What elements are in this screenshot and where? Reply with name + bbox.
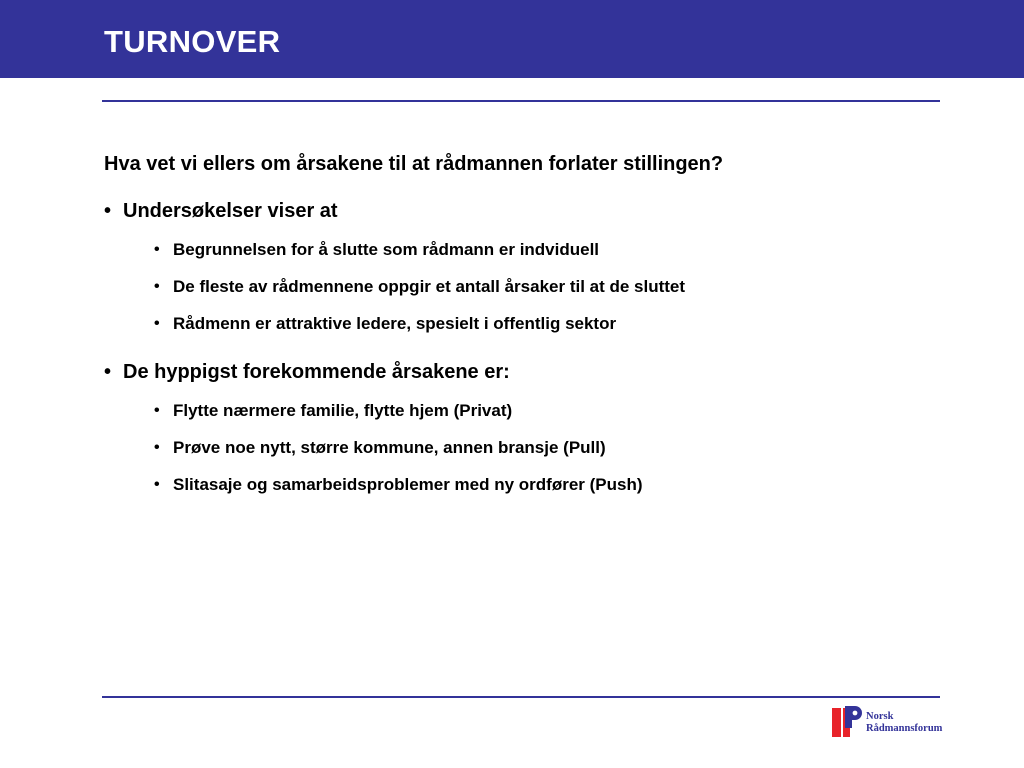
norsk-radmannsforum-logo-icon	[832, 706, 862, 738]
header-band	[0, 0, 1024, 78]
bullet-text: Flytte nærmere familie, flytte hjem (Privat)	[173, 401, 513, 420]
bottom-divider	[102, 696, 940, 698]
bullet-text: De fleste av rådmennene oppgir et antall årsaker til at de sluttet	[173, 277, 686, 296]
norsk-radmannsforum-logo	[832, 706, 944, 740]
bullet-text: De hyppigst forekommende årsakene er:	[123, 361, 510, 383]
bullet-level2	[104, 473, 944, 497]
slide-title: TURNOVER	[104, 24, 281, 59]
bullet-icon: •	[154, 278, 160, 295]
bullet-level2	[104, 275, 944, 299]
bullet-icon: •	[154, 402, 160, 419]
bullet-level2	[104, 436, 944, 460]
logo-line-2: Rådmannsforum	[866, 723, 943, 734]
bullet-level1	[104, 197, 944, 225]
logo-line-1: Norsk	[866, 711, 894, 722]
bullet-icon: •	[104, 200, 112, 222]
bullet-text: Prøve noe nytt, større kommune, annen bransje (Pull)	[173, 438, 606, 457]
top-divider	[102, 100, 940, 102]
bullet-text: Slitasaje og samarbeidsproblemer med ny ordfører (Push)	[173, 475, 643, 494]
bullet-text: Begrunnelsen for å slutte som rådmann er indviduell	[173, 240, 600, 259]
bullet-level2	[104, 399, 944, 423]
bullet-text: Undersøkelser viser at	[123, 200, 338, 222]
bullet-icon: •	[154, 241, 160, 258]
bullet-level1	[104, 358, 944, 386]
logo-wordmark	[866, 711, 942, 735]
intro-question: Hva vet vi ellers om årsakene til at rådmannen forlater stillingen?	[104, 153, 724, 175]
bullet-level2	[104, 238, 944, 262]
bullet-text: Rådmenn er attraktive ledere, spesielt i offentlig sektor	[173, 314, 617, 333]
slide-body	[104, 150, 944, 497]
bullet-icon: •	[154, 476, 160, 493]
bullet-icon: •	[154, 315, 160, 332]
bullet-icon: •	[154, 439, 160, 456]
bullet-icon: •	[104, 361, 112, 383]
bullet-level2	[104, 312, 944, 336]
